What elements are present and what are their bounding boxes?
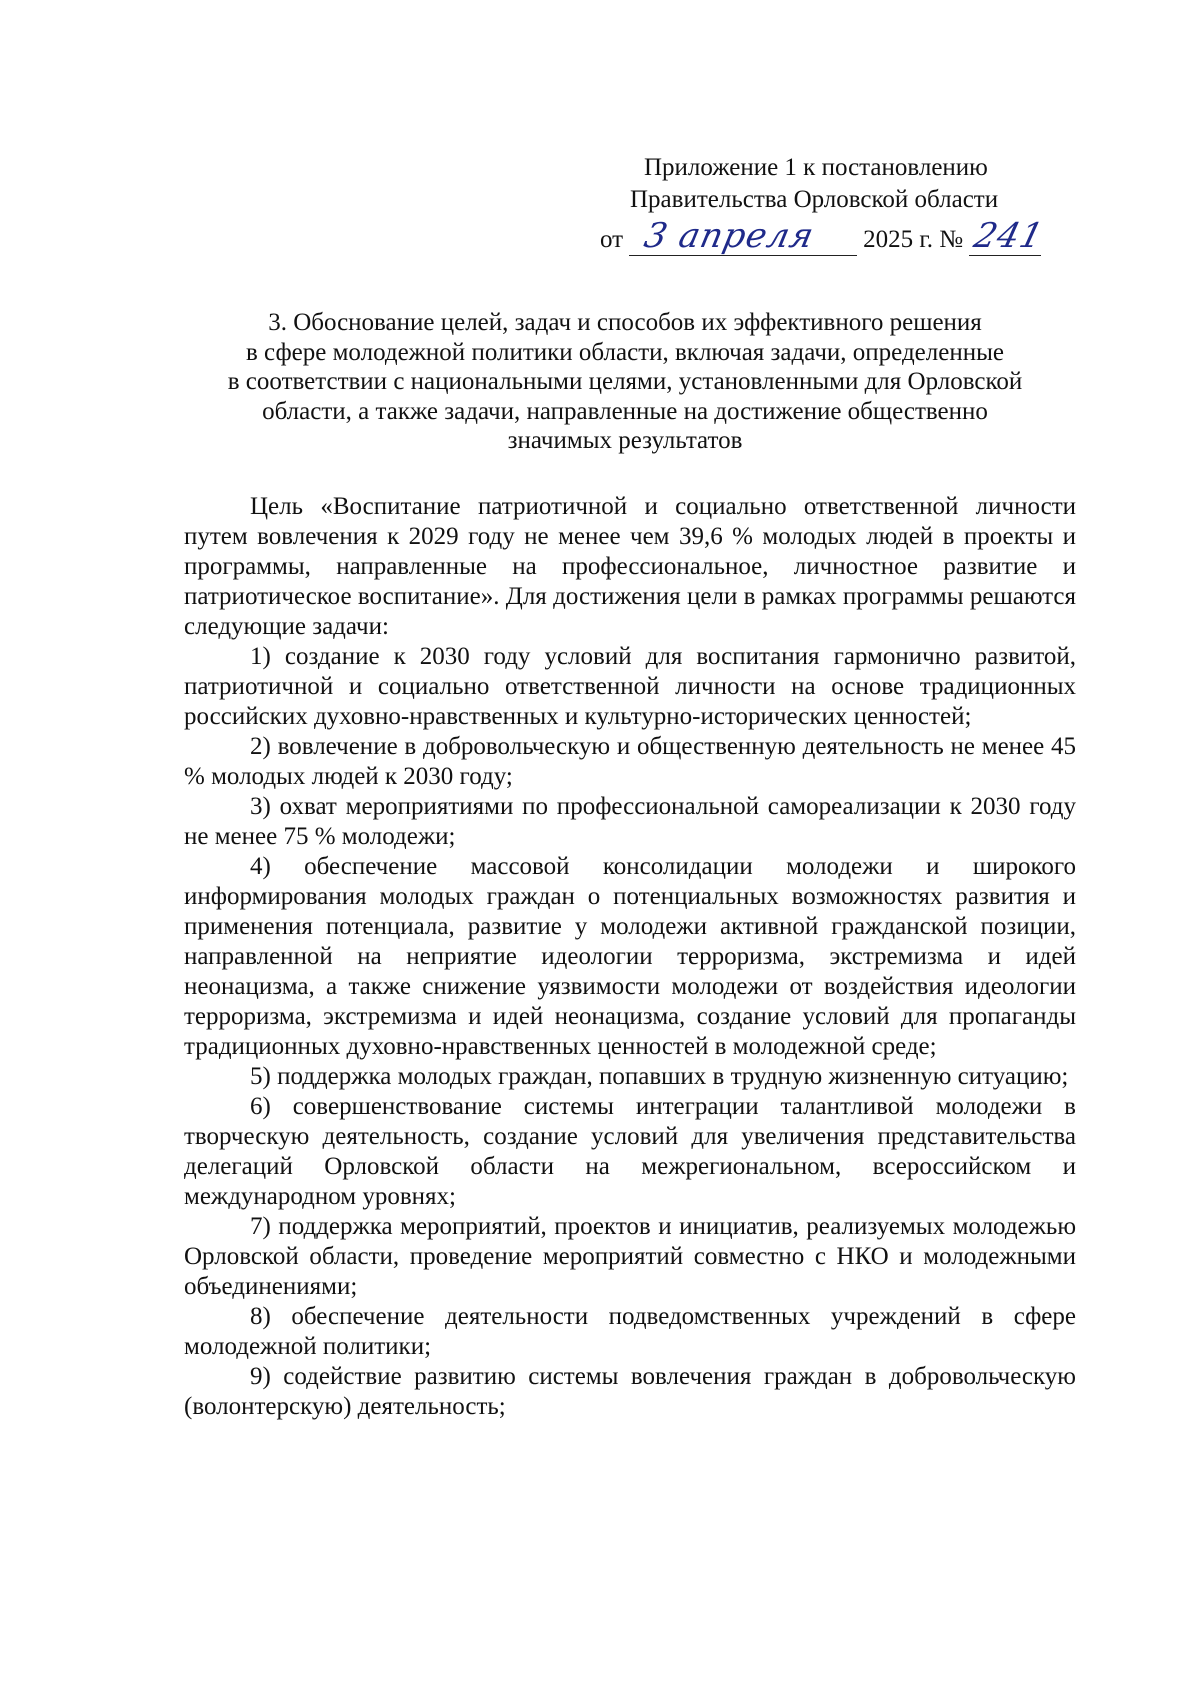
heading-line: области, а также задачи, направленные на достижение общественно	[262, 397, 988, 425]
task-item: 6) совершенствование системы интеграции талантливой молодежи в творческую деятельность, создание условий для увеличения представительства делегаций Орловской области на межрегиональном, всероссийском и международном уровнях;	[184, 1093, 1076, 1210]
date-blank	[629, 216, 857, 256]
task-item: 2) вовлечение в добровольческую и общественную деятельность не менее 45 % молодых людей к 2030 году;	[184, 733, 1076, 790]
from-label: от	[600, 226, 624, 253]
task-item: 8) обеспечение деятельности подведомственных учреждений в сфере молодежной политики;	[184, 1303, 1076, 1360]
task-item: 4) обеспечение массовой консолидации молодежи и широкого информирования молодых граждан о потенциальных возможностях развития и применения потенциала, развитие у молодежи активной гражданской позиции, направленной на неприятие идеологии терроризма, экстремизма и идей неонацизма, а также снижение уязвимости молодежи от воздействия идеологии терроризма, экстремизма и идей неонацизма, создание условий для пропаганды традиционных духовно-нравственных ценностей в молодежной среде;	[184, 853, 1076, 1060]
body-text	[184, 492, 1076, 1422]
heading-line: значимых результатов	[507, 427, 743, 454]
heading-line: в сфере молодежной политики области, включая задачи, определенные	[246, 338, 1004, 366]
handwritten-number: 241	[970, 216, 1049, 256]
goal-paragraph: Цель «Воспитание патриотичной и социально ответственной личности путем вовлечения к 2029 году не менее чем 39,6 % молодых людей в проекты и программы, направленные на профессиональное, личностное развитие и патриотическое воспитание». Для достижения цели в рамках программы решаются следующие задачи:	[184, 493, 1076, 640]
heading-line: 3. Обоснование целей, задач и способов их эффективного решения	[268, 309, 982, 336]
appendix-line-1: Приложение 1 к постановлению	[644, 154, 988, 181]
heading-line: в соответствии с национальными целями, установленными для Орловской	[227, 368, 1023, 395]
appendix-date-line	[600, 216, 1060, 256]
task-item: 5) поддержка молодых граждан, попавших в трудную жизненную ситуацию;	[250, 1063, 1069, 1090]
section-heading	[170, 308, 1080, 456]
appendix-block	[600, 152, 1060, 256]
year-label: 2025 г. №	[863, 226, 964, 253]
number-blank	[969, 216, 1049, 256]
appendix-line-2: Правительства Орловской области	[630, 186, 999, 213]
handwritten-date: 3 апреля	[640, 216, 819, 256]
task-item: 9) содействие развитию системы вовлечения граждан в добровольческую (волонтерскую) деятельность;	[184, 1363, 1076, 1420]
task-item: 1) создание к 2030 году условий для воспитания гармонично развитой, патриотичной и социально ответственной личности на основе традиционных российских духовно-нравственных и культурно-исторических ценностей;	[184, 643, 1076, 730]
task-item: 3) охват мероприятиями по профессиональной самореализации к 2030 году не менее 75 % молодежи;	[184, 793, 1076, 850]
task-item: 7) поддержка мероприятий, проектов и инициатив, реализуемых молодежью Орловской области, проведение мероприятий совместно с НКО и молодежными объединениями;	[184, 1213, 1076, 1300]
